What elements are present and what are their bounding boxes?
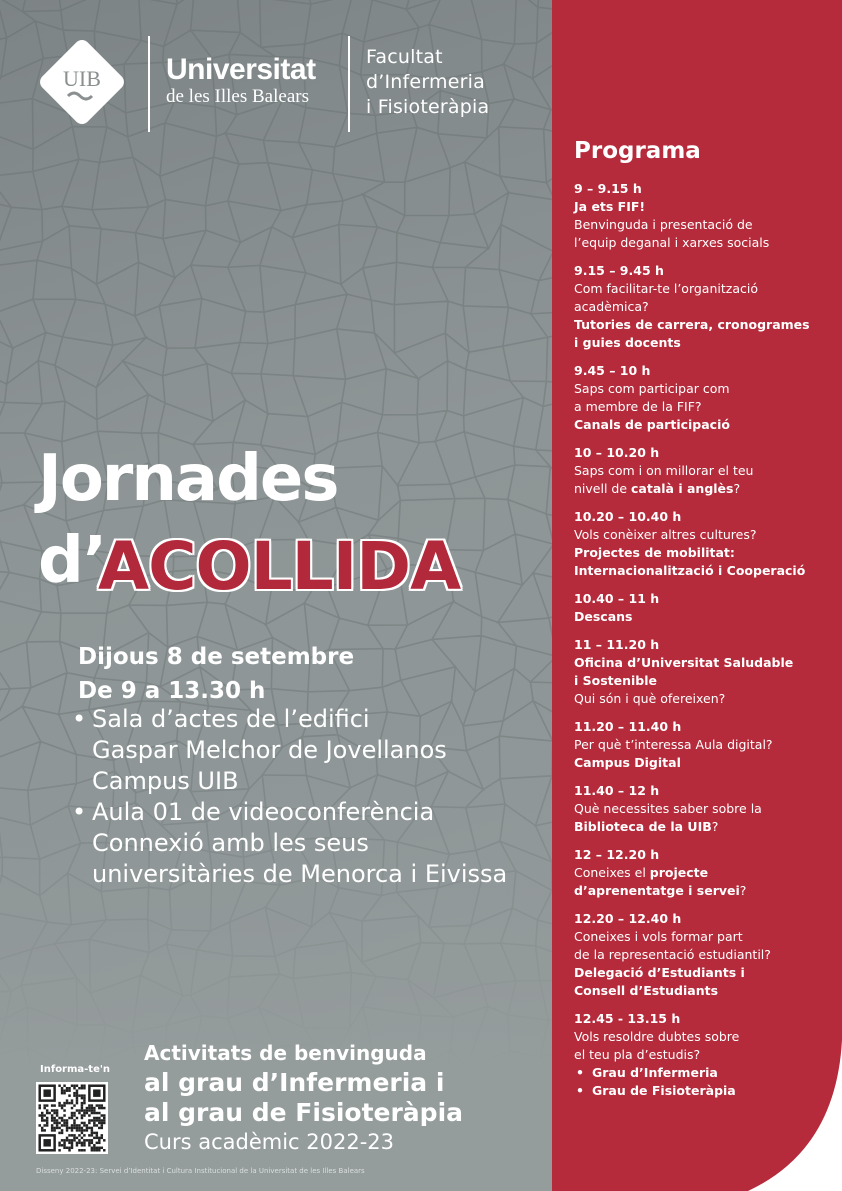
qr-code[interactable] [36,1082,108,1154]
program-line: Benvinguda i presentació de [574,217,753,232]
program-time: 10.20 – 10.40 h [574,509,682,524]
program-title: Programa [574,138,701,164]
program-item [574,718,836,772]
program-line: a membre de la FIF? [574,399,702,414]
logo-text: UIB [63,66,101,91]
program-item [574,508,836,580]
program-line: • Grau de Fisioteràpia [574,1082,836,1100]
title-line-2: ACOLLIDA [98,528,461,605]
program-line: Vols conèixer altres cultures? [574,527,757,542]
faculty-name: Facultat d’Infermeria i Fisioteràpia [366,46,490,118]
program-line: Qui són i què ofereixen? [574,691,726,706]
program-line: d’aprenentatge i servei? [574,883,747,898]
venue-list [72,704,542,890]
program-line: nivell de català i anglès? [574,481,741,496]
program-time: 12.45 - 13.15 h [574,1011,681,1026]
program-line: • Grau d’Infermeria [574,1064,836,1082]
program-line: Descans [574,609,633,624]
program-time: 11.40 – 12 h [574,783,660,798]
program-item [574,180,836,252]
program-line: i guies docents [574,335,681,350]
program-schedule [574,180,836,1110]
venue-item: • Aula 01 de videoconferència Connexió amb les seus universitàries de Menorca i Eivissa [72,798,508,888]
uib-logo [36,36,128,128]
program-line: Què necessites saber sobre la [574,801,762,816]
program-time: 9.15 – 9.45 h [574,263,664,278]
program-line: Tutories de carrera, cronogrames [574,317,810,332]
program-line: l’equip deganal i xarxes socials [574,235,770,250]
program-line: el teu pla d’estudis? [574,1047,701,1062]
program-line: Coneixes i vols formar part [574,929,743,944]
program-line: acadèmica? [574,299,649,314]
program-line: i Sostenible [574,673,658,688]
footer-line-1: Activitats de benvinguda [144,1041,427,1065]
program-time: 9 – 9.15 h [574,181,642,196]
program-time: 11 – 11.20 h [574,637,660,652]
program-item [574,636,836,708]
divider [148,36,150,132]
program-line: Canals de participació [574,417,730,432]
design-credit: Disseny 2022-23: Servei d’Identitat i Cultura Institucional de la Universitat de les Illes Balears [36,1167,365,1175]
university-name: Universitat [166,53,316,86]
program-line: Per què t’interessa Aula digital? [574,737,773,752]
program-item [574,1010,836,1100]
footer-line-4: Curs acadèmic 2022-23 [144,1130,395,1154]
program-item [574,846,836,900]
program-line: Consell d’Estudiants [574,983,719,998]
program-item [574,910,836,1000]
program-time: 10.40 – 11 h [574,591,660,606]
program-line: Vols resoldre dubtes sobre [574,1029,740,1044]
program-line: Oficina d’Universitat Saludable [574,655,794,670]
program-item [574,782,836,836]
program-line: Ja ets FIF! [574,199,646,214]
program-line: Delegació d’Estudiants i [574,965,745,980]
program-line: de la representació estudiantil? [574,947,771,962]
event-date: Dijous 8 de setembre De 9 a 13.30 h [78,644,355,704]
program-item [574,262,836,352]
program-line: Com facilitar-te l’organització [574,281,758,296]
title-line-2-prefix: d’ [38,524,107,598]
program-time: 10 – 10.20 h [574,445,660,460]
program-line: Coneixes el projecte [574,865,709,880]
program-line: Biblioteca de la UIB? [574,819,719,834]
program-panel [552,0,842,1191]
program-item [574,362,836,434]
divider [348,36,350,132]
program-item [574,444,836,498]
title-line-1: Jornades [38,442,338,516]
program-line: Internacionalització i Cooperació [574,563,806,578]
venue-item: • Sala d’actes de l’edifici Gaspar Melchor de Jovellanos Campus UIB [72,705,447,795]
program-time: 12.20 – 12.40 h [574,911,682,926]
program-time: 11.20 – 11.40 h [574,719,682,734]
footer-line-3: al grau de Fisioteràpia [144,1098,464,1127]
program-line: Saps com participar com [574,381,730,396]
informa-label: Informa-te'n [40,1064,111,1075]
program-time: 9.45 – 10 h [574,363,651,378]
program-item [574,590,836,626]
program-line: Campus Digital [574,755,681,770]
university-subtitle: de les Illes Balears [166,86,309,107]
program-line: Projectes de mobilitat: [574,545,735,560]
program-time: 12 – 12.20 h [574,847,660,862]
footer-line-2: al grau d’Infermeria i [144,1068,445,1097]
program-line: Saps com i on millorar el teu [574,463,754,478]
